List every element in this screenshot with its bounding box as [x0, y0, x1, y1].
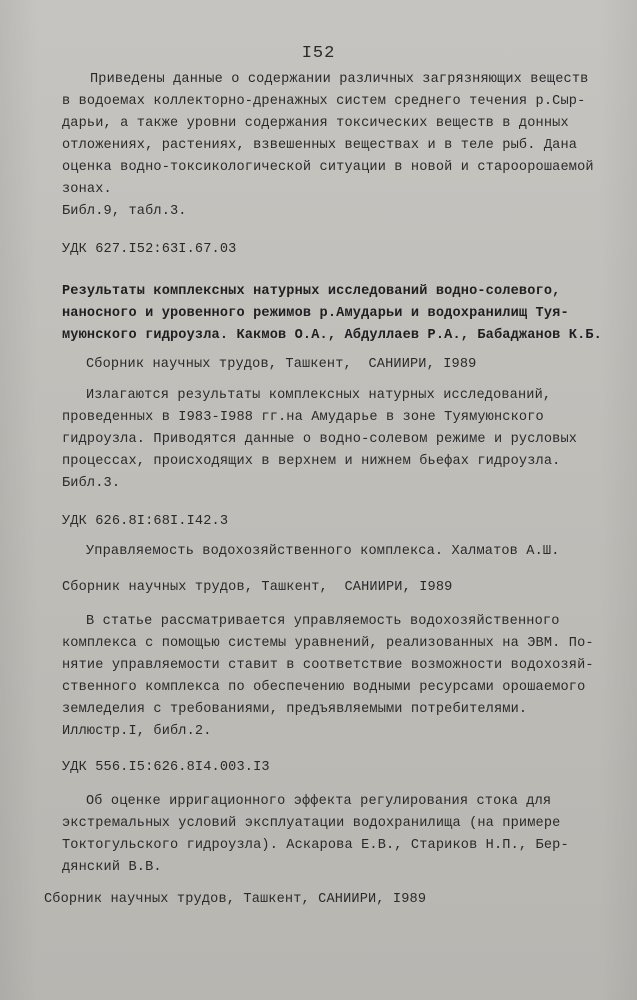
abstract-line: Приведены данные о содержании различных загрязняющих веществ — [90, 72, 589, 87]
abstract-line: комплекса с помощью системы уравнений, реализованных на ЭВМ. По- — [62, 636, 594, 651]
title-line: Результаты комплексных натурных исследований водно-солевого, — [62, 284, 561, 299]
bibliography-note: Библ.9, табл.3. — [62, 204, 187, 219]
abstract-line: отложениях, растениях, взвешенных веществах и в теле рыб. Дана — [62, 138, 578, 153]
title-line: Об оценке ирригационного эффекта регулирования стока для — [86, 794, 552, 809]
abstract-line: зонах. — [62, 182, 112, 197]
abstract-line: проведенных в I983-I988 гг.на Амударье в зоне Туямуюнского — [62, 410, 544, 425]
abstract-line: земледелия с требованиями, предъявляемыми потребителями. — [62, 702, 528, 717]
abstract-line: оценка водно-токсикологической ситуации в новой и староорошаемой — [62, 160, 594, 175]
bibliography-note: Библ.3. — [62, 476, 121, 491]
udk-code: УДК 626.8I:68I.I42.3 — [62, 514, 229, 529]
title-line: дянский В.В. — [62, 860, 162, 875]
abstract-line: Излагаются результаты комплексных натурных исследований, — [86, 388, 552, 403]
udk-code: УДК 627.I52:63I.67.03 — [62, 242, 237, 257]
title-line: муюнского гидроузла. Какмов О.А., Абдуллаев Р.А., Бабаджанов К.Б. — [62, 328, 602, 343]
abstract-line: процессах, происходящих в верхнем и нижнем бьефах гидроузла. — [62, 454, 561, 469]
source-line: Сборник научных трудов, Ташкент, САНИИРИ, I989 — [86, 357, 477, 372]
abstract-line: гидроузла. Приводятся данные о водно-солевом режиме и русловых — [62, 432, 578, 447]
title-line: наносного и уровенного режимов р.Амударьи и водохранилищ Туя- — [62, 306, 569, 321]
abstract-line: дарьи, а также уровни содержания токсических веществ в донных — [62, 116, 569, 131]
bibliography-note: Иллюстр.I, библ.2. — [62, 724, 212, 739]
article-title-2: Управляемость водохозяйственного комплекса. Халматов А.Ш. — [86, 544, 560, 559]
abstract-line: В статье рассматривается управляемость водохозяйственного — [86, 614, 560, 629]
udk-code: УДК 556.I5:626.8I4.003.I3 — [62, 760, 270, 775]
source-line: Сборник научных трудов, Ташкент, САНИИРИ, I989 — [44, 892, 427, 907]
abstract-line: нятие управляемости ставит в соответствие возможности водохозяй- — [62, 658, 594, 673]
title-line: Токтогульского гидроузла). Аскарова Е.В., Стариков Н.П., Бер- — [62, 838, 569, 853]
title-line: экстремальных условий эксплуатации водохранилища (на примере — [62, 816, 561, 831]
page-number: I52 — [301, 44, 336, 63]
abstract-line: в водоемах коллекторно-дренажных систем среднего течения р.Сыр- — [62, 94, 586, 109]
source-line: Сборник научных трудов, Ташкент, САНИИРИ, I989 — [62, 580, 453, 595]
abstract-line: ственного комплекса по обеспечению водными ресурсами орошаемого — [62, 680, 586, 695]
